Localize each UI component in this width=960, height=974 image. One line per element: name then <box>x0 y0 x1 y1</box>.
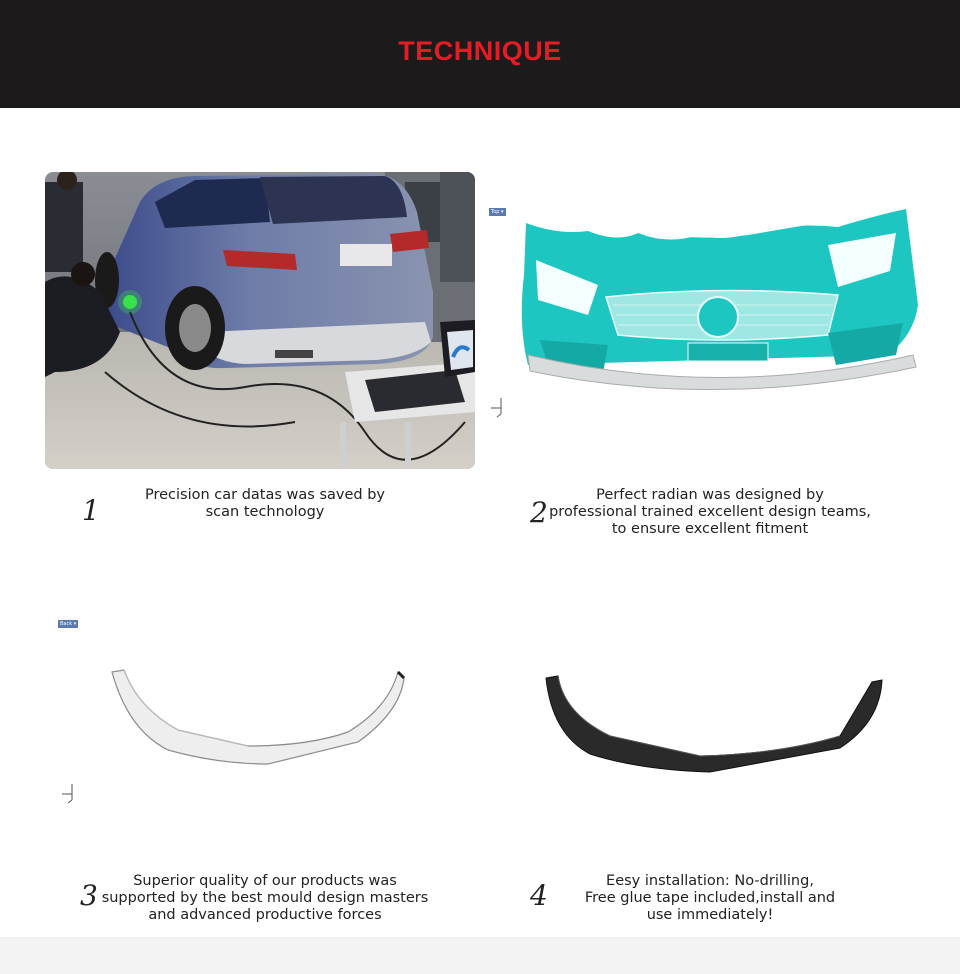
caption-line: to ensure excellent fitment <box>611 521 809 537</box>
white-lip-render <box>108 668 408 768</box>
step-number-4: 4 <box>530 879 548 912</box>
caption-2 <box>548 487 872 538</box>
caption-line: supported by the best mould design masters <box>101 890 429 906</box>
caption-line: Superior quality of our products was <box>133 873 397 889</box>
view-tag-back: Back ▾ <box>60 621 77 627</box>
caption-line: use immediately! <box>646 907 774 923</box>
caption-1 <box>135 487 395 521</box>
caption-line: scan technology <box>205 504 325 520</box>
step-number-3: 3 <box>80 879 98 912</box>
caption-line: Perfect radian was designed by <box>596 487 824 503</box>
view-tag-top: Top ▾ <box>491 209 504 215</box>
caption-line: Precision car datas was saved by <box>144 487 385 503</box>
footer-band <box>0 937 960 974</box>
axis-gizmo-icon <box>489 396 507 418</box>
step-number-1: 1 <box>82 494 100 527</box>
caption-4 <box>580 873 840 924</box>
bumper-scan-render <box>518 205 918 405</box>
caption-line: and advanced productive forces <box>148 907 382 923</box>
caption-3 <box>100 873 430 924</box>
caption-line: professional trained excellent design teams, <box>549 504 871 520</box>
page-title: TECHNIQUE <box>398 36 562 66</box>
step-number-2: 2 <box>530 496 548 529</box>
caption-line: Eesy installation: No-drilling, <box>606 873 814 889</box>
black-lip-product <box>540 674 885 774</box>
header-banner <box>0 0 960 108</box>
axis-gizmo-icon-2 <box>60 782 78 804</box>
caption-line: Free glue tape included,install and <box>584 890 836 906</box>
scanning-photo <box>45 172 475 469</box>
